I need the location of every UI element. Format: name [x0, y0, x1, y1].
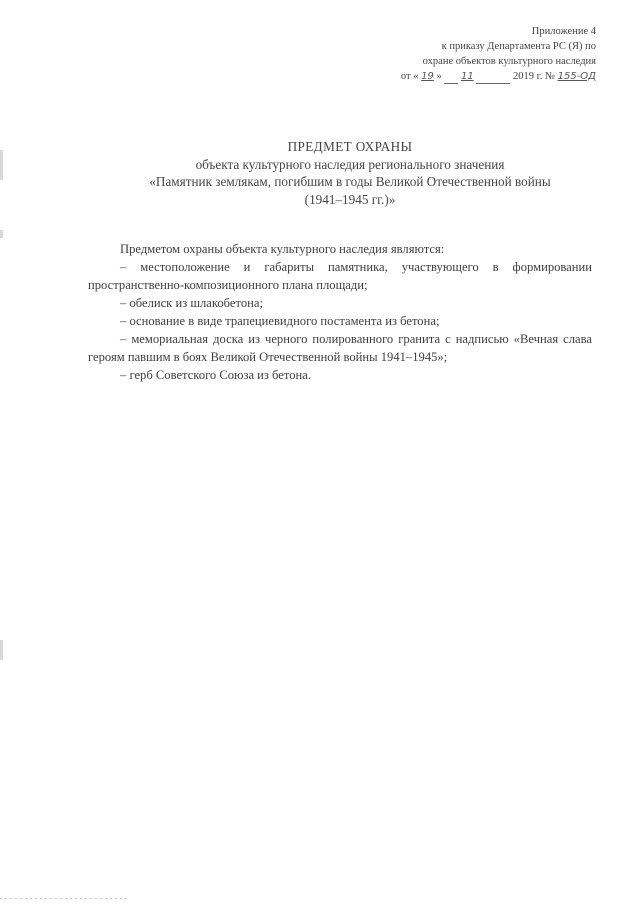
item-obelisk: – обелиск из шлакобетона; — [120, 296, 263, 310]
intro-paragraph: Предметом охраны объекта культурного наследия являются: — [120, 242, 445, 256]
blank-line — [444, 73, 458, 84]
blank-line — [476, 73, 510, 84]
item-location-line-2: пространственно-композиционного плана площади; — [88, 278, 368, 292]
date-year: 2019 г. № — [512, 71, 555, 82]
annex-line-1: Приложение 4 — [531, 26, 596, 37]
item-emblem: – герб Советского Союза из бетона. — [120, 368, 311, 382]
item-location-line-1: – местоположение и габариты памятника, участвующего в формировании — [120, 260, 592, 274]
scan-artifact — [0, 230, 3, 238]
title-line-2: объекта культурного наследия регионального значения — [195, 156, 505, 172]
scan-artifact — [0, 150, 3, 180]
order-number: 155-ОД — [557, 71, 596, 82]
date-month: 11 — [460, 71, 474, 82]
date-prefix: от « — [400, 71, 419, 82]
annex-line-2: к приказу Департамента РС (Я) по — [441, 41, 596, 52]
document-body — [88, 240, 592, 384]
document-title — [90, 138, 610, 208]
date-quote: » — [436, 71, 442, 82]
scan-artifact — [0, 640, 3, 660]
annex-date-line — [401, 69, 596, 84]
title-line-4: (1941–1945 гг.)» — [304, 191, 396, 207]
item-base: – основание в виде трапециевидного постамента из бетона; — [120, 314, 440, 328]
item-plaque-line-1: – мемориальная доска из черного полированного гранита с надписью «Вечная слава — [120, 332, 592, 346]
annex-header — [401, 24, 596, 84]
date-day: 19 — [421, 71, 434, 82]
item-plaque-line-2: героям павшим в боях Великой Отечественной войны 1941–1945»; — [88, 350, 448, 364]
scan-artifact-dots — [0, 898, 130, 899]
annex-line-3: охране объектов культурного наследия — [422, 56, 596, 67]
title-heading: ПРЕДМЕТ ОХРАНЫ — [287, 139, 413, 154]
title-line-3: «Памятник землякам, погибшим в годы Великой Отечественной войны — [149, 174, 551, 189]
